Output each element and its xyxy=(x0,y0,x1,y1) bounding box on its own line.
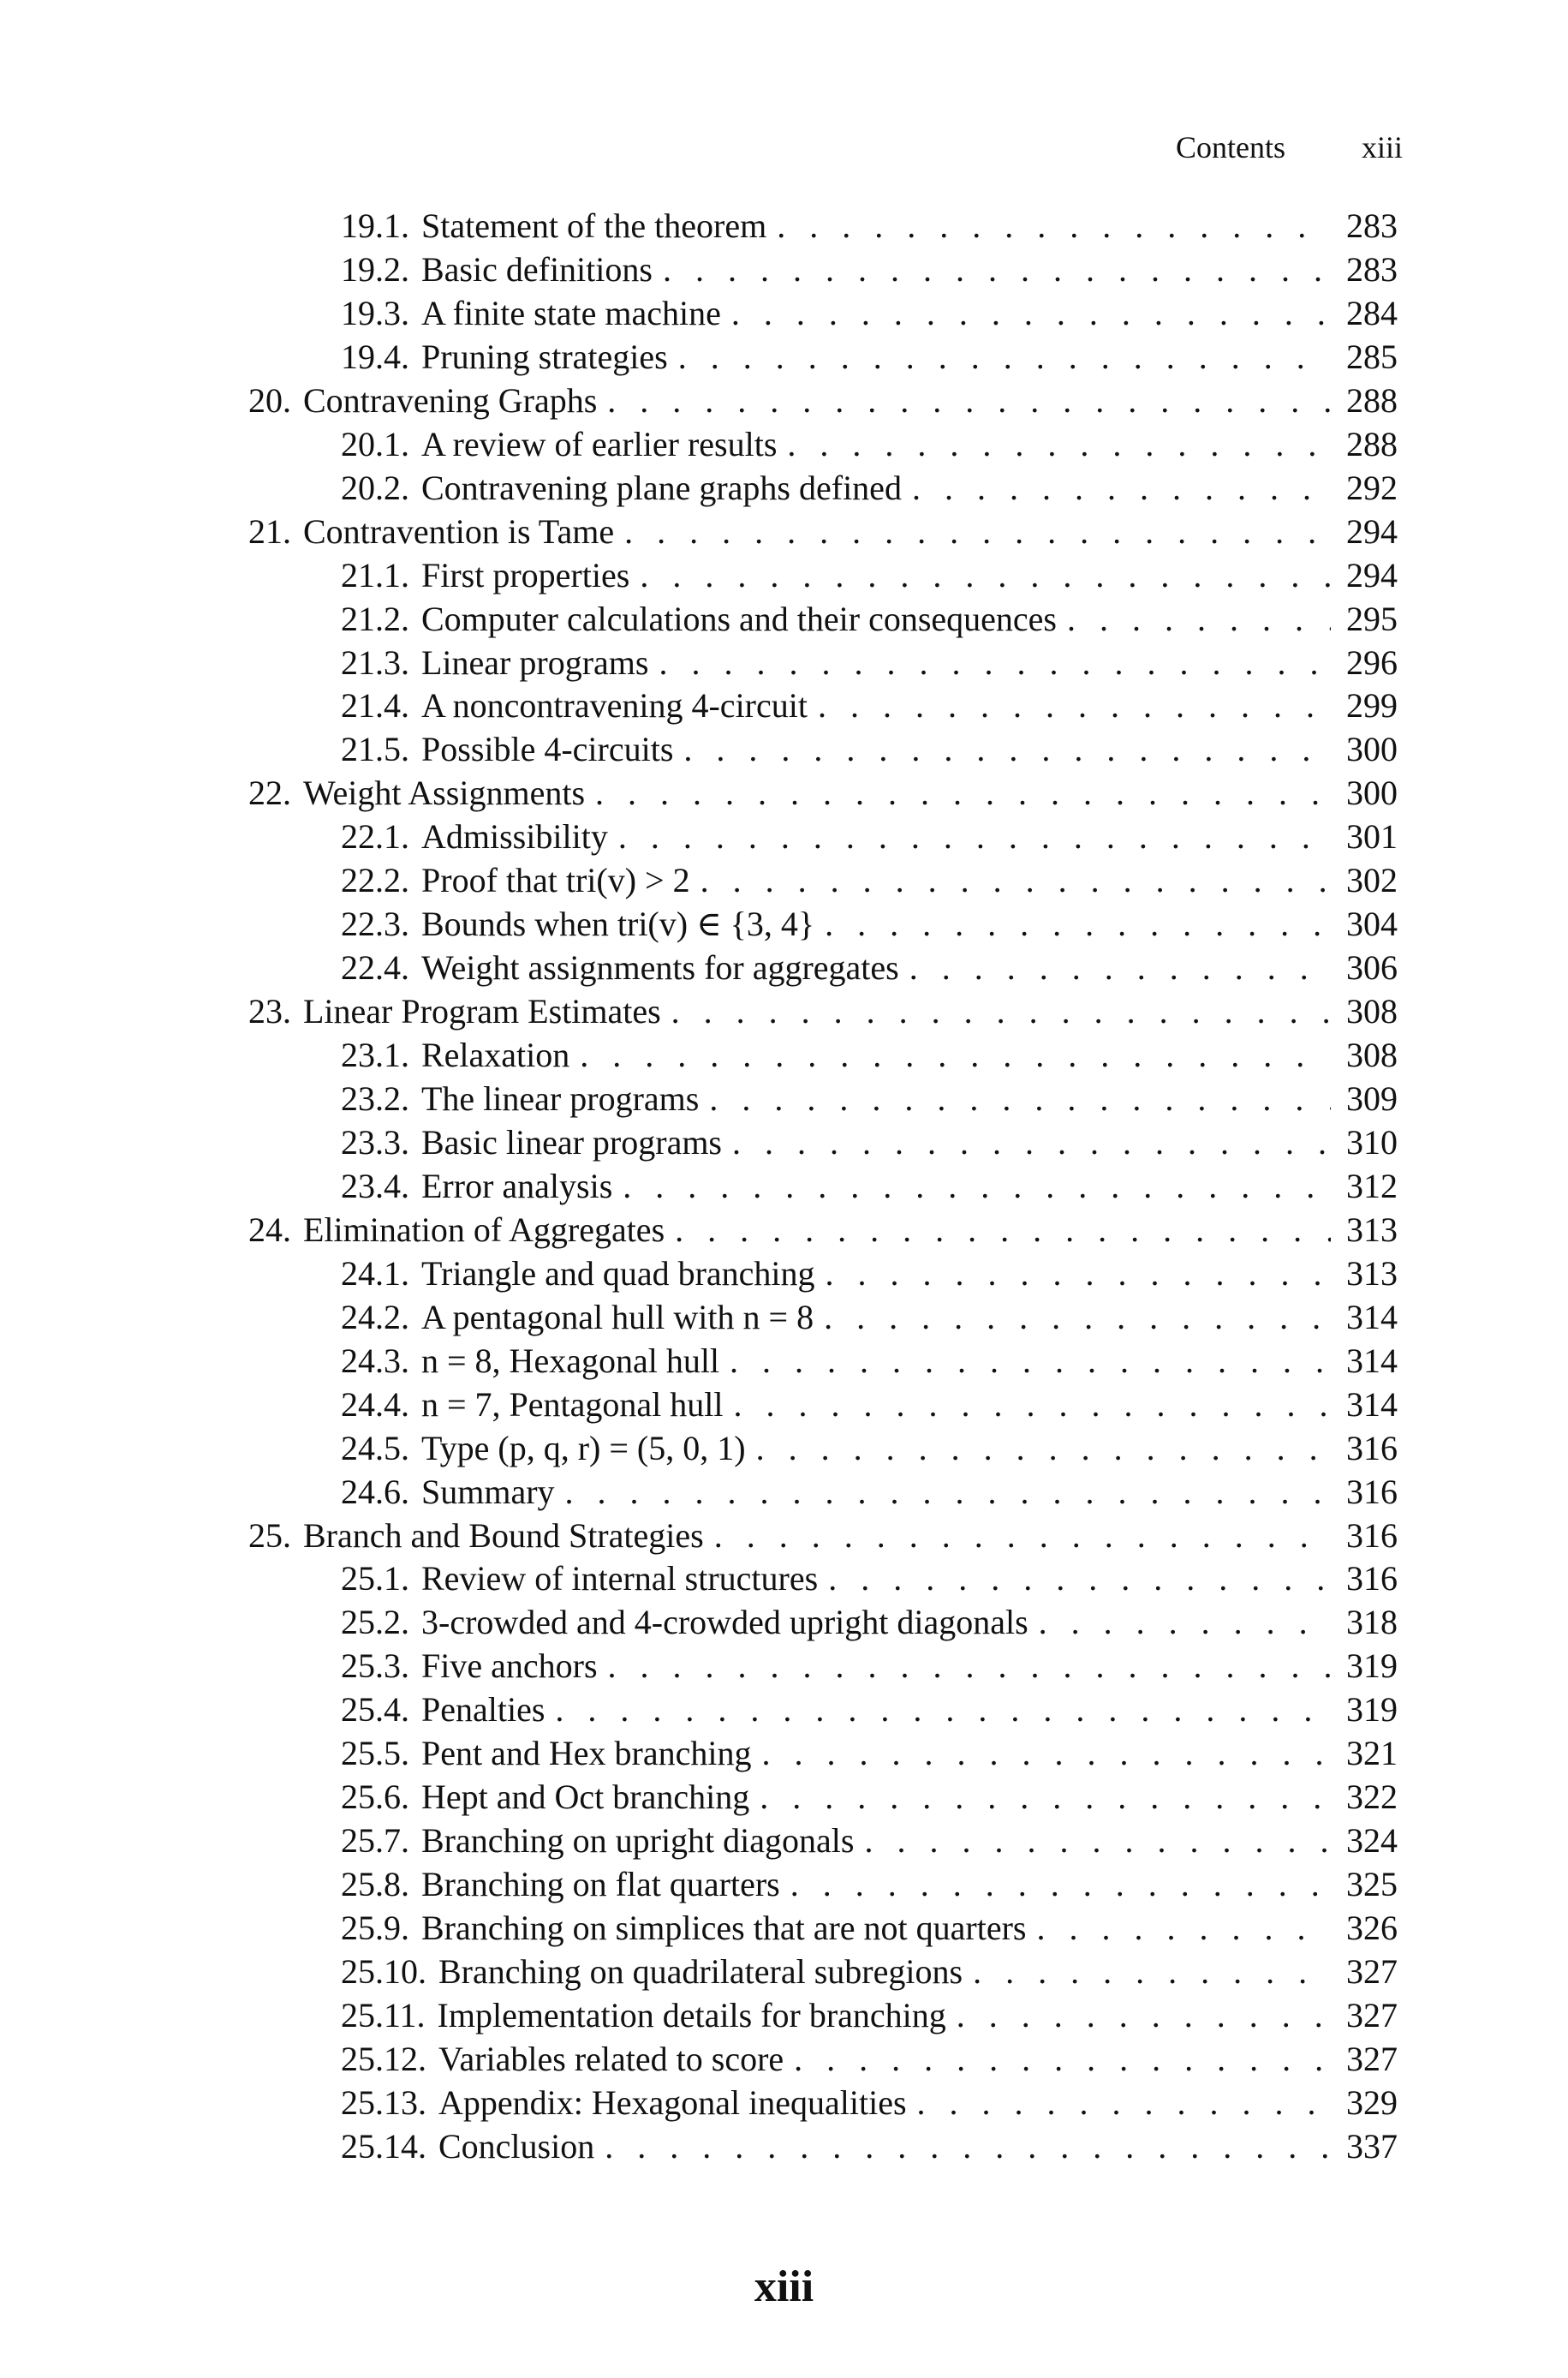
toc-entry-page: 321 xyxy=(1346,1734,1398,1773)
toc-entry-page: 294 xyxy=(1346,555,1398,594)
toc-entry-number: 22.4. xyxy=(341,948,409,988)
toc-entry-page: 319 xyxy=(1346,1690,1398,1730)
toc-entry[interactable] xyxy=(341,1863,1398,1906)
toc-entry[interactable] xyxy=(341,903,1398,946)
toc-dot-leader xyxy=(701,859,1331,902)
toc-entry-title: Five anchors xyxy=(421,1646,598,1686)
toc-entry-page: 308 xyxy=(1346,1036,1398,1075)
toc-entry[interactable] xyxy=(341,1994,1398,2037)
toc-entry-page: 316 xyxy=(1346,1428,1398,1467)
toc-entry-page: 294 xyxy=(1346,511,1398,551)
toc-dot-leader xyxy=(909,947,1331,989)
toc-entry[interactable] xyxy=(341,1296,1398,1339)
toc-entry[interactable] xyxy=(341,1165,1398,1208)
toc-entry-title: Variables related to score xyxy=(438,2039,784,2078)
toc-entry-title: A review of earlier results xyxy=(421,424,778,463)
toc-entry-number: 23.4. xyxy=(341,1166,409,1205)
toc-entry-number: 24.4. xyxy=(341,1384,409,1424)
toc-entry-page: 295 xyxy=(1346,599,1398,638)
toc-entry-title: 3-crowded and 4-crowded upright diagonals xyxy=(421,1603,1028,1642)
toc-dot-leader xyxy=(756,1427,1331,1470)
toc-dot-leader xyxy=(683,728,1331,771)
toc-dot-leader xyxy=(917,2082,1331,2124)
toc-entry-page: 283 xyxy=(1346,249,1398,289)
toc-dot-leader xyxy=(640,554,1331,597)
toc-entry-number: 25.8. xyxy=(341,1865,409,1904)
toc-dot-leader xyxy=(555,1688,1331,1731)
toc-entry[interactable] xyxy=(341,1121,1398,1164)
toc-dot-leader xyxy=(826,1252,1331,1295)
toc-entry-title: Pruning strategies xyxy=(421,337,668,376)
toc-entry-title: Penalties xyxy=(421,1690,546,1730)
toc-entry-page: 325 xyxy=(1346,1865,1398,1904)
toc-entry-number: 24. xyxy=(248,1210,291,1249)
toc-dot-leader xyxy=(777,205,1331,248)
toc-dot-leader xyxy=(760,1776,1331,1819)
toc-entry[interactable] xyxy=(341,292,1398,335)
toc-entry[interactable] xyxy=(341,2082,1398,2124)
toc-entry-number: 22.2. xyxy=(341,861,409,900)
toc-entry-title: n = 8, Hexagonal hull xyxy=(421,1341,720,1380)
toc-entry-number: 20.1. xyxy=(341,424,409,463)
toc-entry-number: 25.10. xyxy=(341,1952,426,1991)
toc-entry-title: Summary xyxy=(421,1472,555,1511)
toc-entry-title: Basic linear programs xyxy=(421,1122,722,1162)
toc-entry[interactable] xyxy=(341,248,1398,291)
toc-entry-page: 308 xyxy=(1346,992,1398,1031)
toc-dot-leader xyxy=(824,1296,1331,1339)
toc-entry-number: 25.13. xyxy=(341,2082,426,2122)
toc-entry-number: 25.11. xyxy=(341,1995,426,2034)
page-folio: xiii xyxy=(754,2262,814,2311)
toc-entry-title: Branching on upright diagonals xyxy=(421,1821,855,1861)
toc-dot-leader xyxy=(659,642,1331,684)
toc-entry[interactable] xyxy=(341,1383,1398,1426)
toc-entry-page: 314 xyxy=(1346,1297,1398,1336)
toc-entry-number: 25.2. xyxy=(341,1603,409,1642)
toc-entry-page: 300 xyxy=(1346,774,1398,813)
toc-entry-number: 21.2. xyxy=(341,599,409,638)
toc-entry-page: 296 xyxy=(1346,642,1398,682)
toc-entry-number: 21.4. xyxy=(341,686,409,726)
toc-dot-leader xyxy=(607,379,1331,422)
toc-dot-leader xyxy=(761,1732,1331,1775)
toc-entry[interactable] xyxy=(248,379,1398,422)
toc-entry[interactable] xyxy=(341,2125,1398,2168)
toc-entry-title: Weight assignments for aggregates xyxy=(421,948,899,988)
toc-dot-leader xyxy=(565,1471,1331,1514)
toc-entry-page: 313 xyxy=(1346,1210,1398,1249)
toc-dot-leader xyxy=(912,467,1331,510)
toc-dot-leader xyxy=(624,511,1331,553)
toc-entry[interactable] xyxy=(341,1471,1398,1514)
toc-entry[interactable] xyxy=(341,467,1398,510)
toc-entry[interactable] xyxy=(341,598,1398,641)
toc-entry-title: Contravention is Tame xyxy=(303,511,615,551)
toc-entry-title: Appendix: Hexagonal inequalities xyxy=(438,2082,907,2122)
toc-entry-page: 292 xyxy=(1346,468,1398,507)
toc-entry-title: Triangle and quad branching xyxy=(421,1253,815,1293)
toc-entry-title: Possible 4-circuits xyxy=(421,730,674,769)
toc-entry-page: 302 xyxy=(1346,861,1398,900)
toc-entry[interactable] xyxy=(341,684,1398,727)
toc-entry-title: Statement of the theorem xyxy=(421,206,767,245)
toc-entry-title: Branching on flat quarters xyxy=(421,1865,780,1904)
toc-entry-number: 25.7. xyxy=(341,1821,409,1861)
toc-entry-page: 326 xyxy=(1346,1909,1398,1948)
toc-entry-page: 316 xyxy=(1346,1515,1398,1555)
toc-entry-title: Contravening plane graphs defined xyxy=(421,468,902,507)
toc-entry-number: 19.4. xyxy=(341,337,409,376)
toc-entry[interactable] xyxy=(248,1209,1398,1252)
toc-entry-page: 327 xyxy=(1346,1995,1398,2034)
toc-entry[interactable] xyxy=(341,1951,1398,1993)
toc-entry-title: A pentagonal hull with n = 8 xyxy=(421,1297,814,1336)
toc-entry-title: Bounds when tri(v) ∈ {3, 4} xyxy=(421,905,815,944)
toc-entry[interactable] xyxy=(341,1601,1398,1644)
toc-dot-leader xyxy=(825,903,1331,946)
toc-entry-page: 310 xyxy=(1346,1122,1398,1162)
toc-dot-leader xyxy=(957,1994,1331,2037)
toc-dot-leader xyxy=(730,1340,1331,1383)
toc-entry[interactable] xyxy=(341,2038,1398,2081)
toc-entry-title: Conclusion xyxy=(438,2126,595,2166)
toc-entry-page: 314 xyxy=(1346,1341,1398,1380)
toc-entry-title: Basic definitions xyxy=(421,249,653,289)
toc-entry-page: 309 xyxy=(1346,1079,1398,1118)
toc-dot-leader xyxy=(1067,598,1331,641)
toc-dot-leader xyxy=(714,1515,1331,1557)
toc-entry-title: Linear Program Estimates xyxy=(303,992,661,1031)
toc-dot-leader xyxy=(731,292,1331,335)
toc-entry-number: 25.4. xyxy=(341,1690,409,1730)
toc-entry-title: Branch and Bound Strategies xyxy=(303,1515,704,1555)
toc-entry-page: 318 xyxy=(1346,1603,1398,1642)
toc-entry-page: 327 xyxy=(1346,2039,1398,2078)
toc-dot-leader xyxy=(1036,1907,1331,1950)
toc-entry-number: 24.3. xyxy=(341,1341,409,1380)
toc-entry-number: 20. xyxy=(248,380,291,420)
toc-entry-title: A noncontravening 4-circuit xyxy=(421,686,808,726)
toc-entry-page: 304 xyxy=(1346,905,1398,944)
toc-dot-leader xyxy=(794,2038,1331,2081)
toc-entry-title: The linear programs xyxy=(421,1079,700,1118)
toc-dot-leader xyxy=(605,2125,1331,2168)
toc-entry-page: 313 xyxy=(1346,1253,1398,1293)
toc-entry[interactable] xyxy=(341,1340,1398,1383)
toc-entry[interactable] xyxy=(341,1732,1398,1775)
toc-dot-leader xyxy=(1039,1601,1331,1644)
toc-dot-leader xyxy=(790,1863,1331,1906)
toc-entry-title: Proof that tri(v) > 2 xyxy=(421,861,690,900)
toc-entry[interactable] xyxy=(341,1645,1398,1688)
toc-entry-title: Contravening Graphs xyxy=(303,380,598,420)
toc-dot-leader xyxy=(732,1121,1331,1164)
toc-entry-page: 312 xyxy=(1346,1166,1398,1205)
toc-dot-leader xyxy=(709,1078,1331,1120)
toc-entry-number: 25.5. xyxy=(341,1734,409,1773)
toc-entry[interactable] xyxy=(341,947,1398,989)
toc-entry-title: Branching on simplices that are not quarters xyxy=(421,1909,1027,1948)
toc-entry[interactable] xyxy=(248,990,1398,1033)
toc-entry-title: Weight Assignments xyxy=(303,774,586,813)
toc-entry-title: Admissibility xyxy=(421,817,608,857)
toc-entry[interactable] xyxy=(341,816,1398,858)
toc-dot-leader xyxy=(580,1034,1331,1077)
toc-dot-leader xyxy=(828,1557,1331,1600)
toc-entry-number: 23. xyxy=(248,992,291,1031)
toc-entry-page: 322 xyxy=(1346,1778,1398,1817)
toc-entry-page: 329 xyxy=(1346,2082,1398,2122)
toc-entry-number: 21.1. xyxy=(341,555,409,594)
toc-entry-number: 22.3. xyxy=(341,905,409,944)
toc-entry-number: 21. xyxy=(248,511,291,551)
toc-entry-title: n = 7, Pentagonal hull xyxy=(421,1384,724,1424)
toc-entry-number: 22.1. xyxy=(341,817,409,857)
running-head-title: Contents xyxy=(1175,130,1285,164)
toc-dot-leader xyxy=(787,423,1331,466)
toc-entry[interactable] xyxy=(341,642,1398,684)
toc-entry[interactable] xyxy=(248,511,1398,553)
toc-entry-title: Pent and Hex branching xyxy=(421,1734,752,1773)
toc-dot-leader xyxy=(973,1951,1331,1993)
toc-entry-page: 284 xyxy=(1346,293,1398,332)
toc-entry-title: First properties xyxy=(421,555,630,594)
toc-entry-title: Type (p, q, r) = (5, 0, 1) xyxy=(421,1428,746,1467)
toc-entry-number: 25.9. xyxy=(341,1909,409,1948)
toc-entry-page: 316 xyxy=(1346,1559,1398,1598)
toc-entry[interactable] xyxy=(341,728,1398,771)
toc-entry-number: 22. xyxy=(248,774,291,813)
toc-dot-leader xyxy=(671,990,1331,1033)
toc-entry-page: 316 xyxy=(1346,1472,1398,1511)
toc-entry-title: A finite state machine xyxy=(421,293,721,332)
toc-entry-number: 25. xyxy=(248,1515,291,1555)
toc-entry-title: Computer calculations and their consequences xyxy=(421,599,1057,638)
toc-entry-number: 25.14. xyxy=(341,2126,426,2166)
toc-entry-title: Hept and Oct branching xyxy=(421,1778,750,1817)
toc-dot-leader xyxy=(618,816,1331,858)
toc-entry-number: 25.3. xyxy=(341,1646,409,1686)
toc-entry-number: 25.12. xyxy=(341,2039,426,2078)
toc-dot-leader xyxy=(818,684,1331,727)
toc-dot-leader xyxy=(595,772,1331,815)
toc-dot-leader xyxy=(678,336,1331,379)
toc-entry-title: Linear programs xyxy=(421,642,649,682)
toc-entry-number: 24.5. xyxy=(341,1428,409,1467)
toc-entry-page: 337 xyxy=(1346,2126,1398,2166)
toc-entry-number: 23.2. xyxy=(341,1079,409,1118)
toc-dot-leader xyxy=(734,1383,1331,1426)
toc-entry[interactable] xyxy=(341,1819,1398,1862)
toc-dot-leader xyxy=(623,1165,1331,1208)
toc-entry-number: 25.6. xyxy=(341,1778,409,1817)
toc-entry-title: Branching on quadrilateral subregions xyxy=(438,1952,963,1991)
toc-entry-number: 24.6. xyxy=(341,1472,409,1511)
toc-entry-title: Relaxation xyxy=(421,1036,570,1075)
running-head-page-number: xiii xyxy=(1361,130,1403,164)
toc-entry-number: 19.1. xyxy=(341,206,409,245)
toc-entry[interactable] xyxy=(341,1252,1398,1295)
toc-entry-number: 21.5. xyxy=(341,730,409,769)
toc-entry[interactable] xyxy=(341,1427,1398,1470)
toc-dot-leader xyxy=(608,1645,1331,1688)
toc-entry-page: 283 xyxy=(1346,206,1398,245)
toc-entry-page: 285 xyxy=(1346,337,1398,376)
toc-entry-page: 300 xyxy=(1346,730,1398,769)
toc-entry-page: 324 xyxy=(1346,1821,1398,1861)
toc-entry[interactable] xyxy=(341,423,1398,466)
toc-entry-number: 20.2. xyxy=(341,468,409,507)
toc-entry[interactable] xyxy=(341,1688,1398,1731)
toc-entry-page: 301 xyxy=(1346,817,1398,857)
toc-entry-title: Error analysis xyxy=(421,1166,613,1205)
toc-entry-number: 23.1. xyxy=(341,1036,409,1075)
toc-entry-page: 288 xyxy=(1346,380,1398,420)
toc-entry[interactable] xyxy=(248,772,1398,815)
toc-entry[interactable] xyxy=(341,1776,1398,1819)
toc-entry-page: 319 xyxy=(1346,1646,1398,1686)
toc-entry-title: Elimination of Aggregates xyxy=(303,1210,665,1249)
toc-entry-number: 24.2. xyxy=(341,1297,409,1336)
running-head xyxy=(1176,128,1403,166)
toc-entry-title: Review of internal structures xyxy=(421,1559,819,1598)
toc-entry-page: 288 xyxy=(1346,424,1398,463)
toc-entry-number: 19.2. xyxy=(341,249,409,289)
toc-entry[interactable] xyxy=(341,1034,1398,1077)
toc-entry-page: 314 xyxy=(1346,1384,1398,1424)
toc-dot-leader xyxy=(675,1209,1331,1252)
toc-entry[interactable] xyxy=(248,1515,1398,1557)
toc-entry-number: 19.3. xyxy=(341,293,409,332)
toc-entry[interactable] xyxy=(341,205,1398,248)
toc-entry-title: Implementation details for branching xyxy=(437,1995,946,2034)
toc-entry-page: 299 xyxy=(1346,686,1398,726)
toc-entry[interactable] xyxy=(341,1078,1398,1120)
toc-entry-number: 25.1. xyxy=(341,1559,409,1598)
toc-entry-number: 21.3. xyxy=(341,642,409,682)
toc-entry[interactable] xyxy=(341,1557,1398,1600)
toc-entry-number: 24.1. xyxy=(341,1253,409,1293)
toc-entry[interactable] xyxy=(341,1907,1398,1950)
toc-dot-leader xyxy=(864,1819,1331,1862)
toc-dot-leader xyxy=(663,248,1331,291)
toc-entry[interactable] xyxy=(341,859,1398,902)
toc-entry[interactable] xyxy=(341,554,1398,597)
toc-entry-page: 306 xyxy=(1346,948,1398,988)
toc-entry-number: 23.3. xyxy=(341,1122,409,1162)
toc-entry[interactable] xyxy=(341,336,1398,379)
toc-entry-page: 327 xyxy=(1346,1952,1398,1991)
